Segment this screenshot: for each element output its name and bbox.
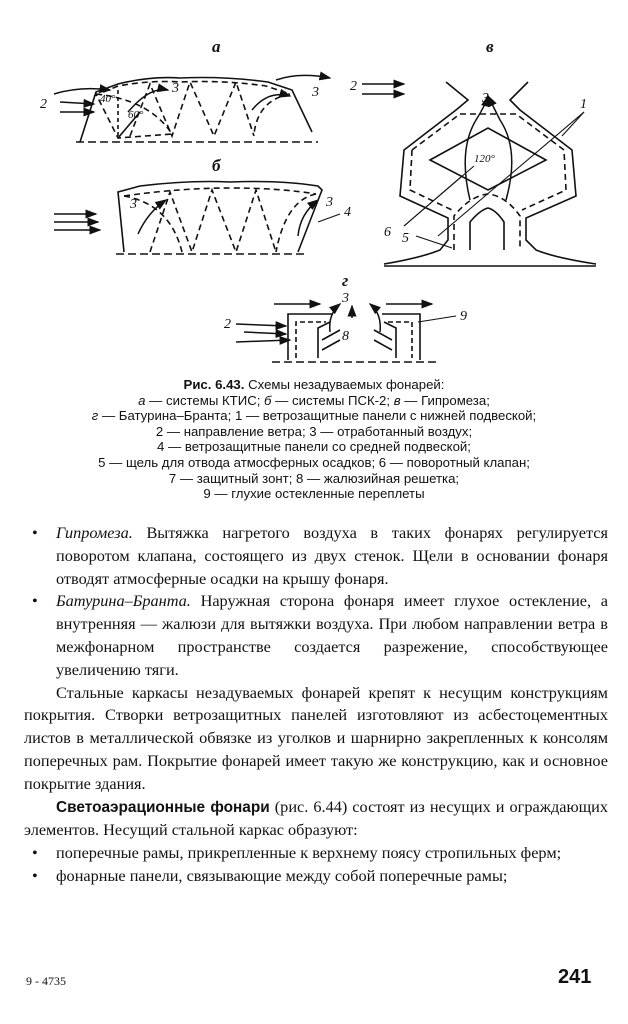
angle-label-120: 120° [474,153,495,165]
bullet-dot: • [32,843,38,863]
bullet-panels [24,865,608,888]
bullet-baturin-text: Наружная сторона фонаря имеет глухое остекление, а внутренняя — жалюзи для вытяжки воздуха. При любом направлении ветра в межфонарном пространстве создается разрежение, способствующее увеличению тяги. [56,591,608,679]
caption-line-2 [20,393,608,409]
caption-line-6: 5 — щель для отвода атмосферных осадков; 6 — поворотный клапан; [98,454,530,470]
bullet-gipromez-lead: Гипромеза. [56,523,133,542]
fig-label-g-8: 8 [342,329,349,344]
fig-label-b-3-right: 3 [326,195,333,210]
figure-drawing [0,0,628,374]
fig-label-v-5: 5 [402,231,409,246]
page-number: 241 [558,966,592,988]
caption-a-text: — системы КТИС; [145,392,265,408]
panel-v-drawing [384,82,596,266]
caption-letter-a: а [138,392,146,408]
panel-letter-a: а [212,37,221,56]
fig-label-b-4: 4 [344,205,351,220]
panel-a-drawing [76,78,318,143]
paragraph-aeration-lead: Светоаэрационные фонари [56,798,270,816]
fig-label-v-2: 2 [350,79,357,94]
caption-letter-v: в [393,392,401,408]
bullet-baturin [24,590,608,681]
caption-v-text: — Гипромеза; [400,392,490,408]
caption-g-text: — Батурина–Бранта; 1 — ветрозащитные панели с нижней подвеской; [98,408,537,424]
caption-line-3 [20,408,608,424]
caption-title: Рис. 6.43. [183,377,245,392]
caption-letter-b: б [264,392,272,408]
body-text [24,522,608,888]
bullet-dot: • [32,591,38,611]
paragraph-aeration-text: (рис. 6.44) состоят из несущих и ограждающих элементов. Несущий стальной каркас образуют: [24,796,609,840]
bullet-frames-text: поперечные рамы, прикрепленные к верхнему поясу стропильных ферм; [56,843,562,863]
fig-label-g-2: 2 [224,317,231,332]
caption-line-7: 7 — защитный зонт; 8 — жалюзийная решетка; [168,470,460,486]
panel-letter-g: г [342,271,349,290]
bullet-dot: • [32,523,38,542]
bullet-frames [24,842,608,865]
bullet-baturin-lead: Батурина–Бранта. [56,591,191,611]
caption-line-8: 9 — глухие остекленные переплеты [203,486,425,502]
fig-label-a-3-right: 3 [312,85,319,100]
bullet-dot: • [32,865,38,885]
fig-label-g-3: 3 [342,291,349,306]
paragraph-aeration [24,796,608,843]
fig-label-g-9: 9 [460,309,467,324]
fig-label-v-1: 1 [580,97,587,112]
signature-mark: 9 - 4735 [26,974,66,988]
panel-g-drawing [272,314,436,362]
angle-label-60: 60° [128,109,144,121]
angle-label-40: 40° [100,93,116,105]
caption-title-rest: Схемы незадуваемых фонарей: [244,377,445,392]
bullet-gipromez-text: Вытяжка нагретого воздуха в таких фонарях регулируется поворотом клапана, состоящего из двух стенок. Щели в основании фонаря отводят атмосферные осадки на крышу фонаря. [56,523,608,588]
fig-label-v-6: 6 [384,225,391,240]
fig-label-b-3: 3 [130,197,137,212]
figure-caption [20,377,608,502]
caption-line-5: 4 — ветрозащитные панели со средней подвеской; [157,439,471,455]
bullet-panels-text: фонарные панели, связывающие между собой поперечные рамы; [56,865,508,885]
figure-6-43 [0,0,628,374]
caption-line-1 [20,377,608,393]
panel-letter-v: в [486,37,494,56]
fig-label-a-2: 2 [40,97,47,112]
caption-letter-g: г [91,408,99,424]
bullet-gipromez [24,522,608,590]
caption-line-4: 2 — направление ветра; 3 — отработанный воздух; [155,423,473,439]
fig-label-v-3: 3 [482,91,489,106]
fig-label-a-3-left: 3 [172,81,179,96]
paragraph-steel-frames: Стальные каркасы незадуваемых фонарей крепят к несущим конструкциям покрытия. Створки ветрозащитных панелей изготовляют из асбестоцементных листов в металлической обвязке из уголков и шарнирно закрепленных к консолям поперечных рам. Покрытие фонарей имеет такую же конструкцию, как и основное покрытие здания. [24,682,608,793]
panel-letter-b: б [212,156,221,175]
caption-b-text: — системы ПСК-2; [271,392,394,408]
